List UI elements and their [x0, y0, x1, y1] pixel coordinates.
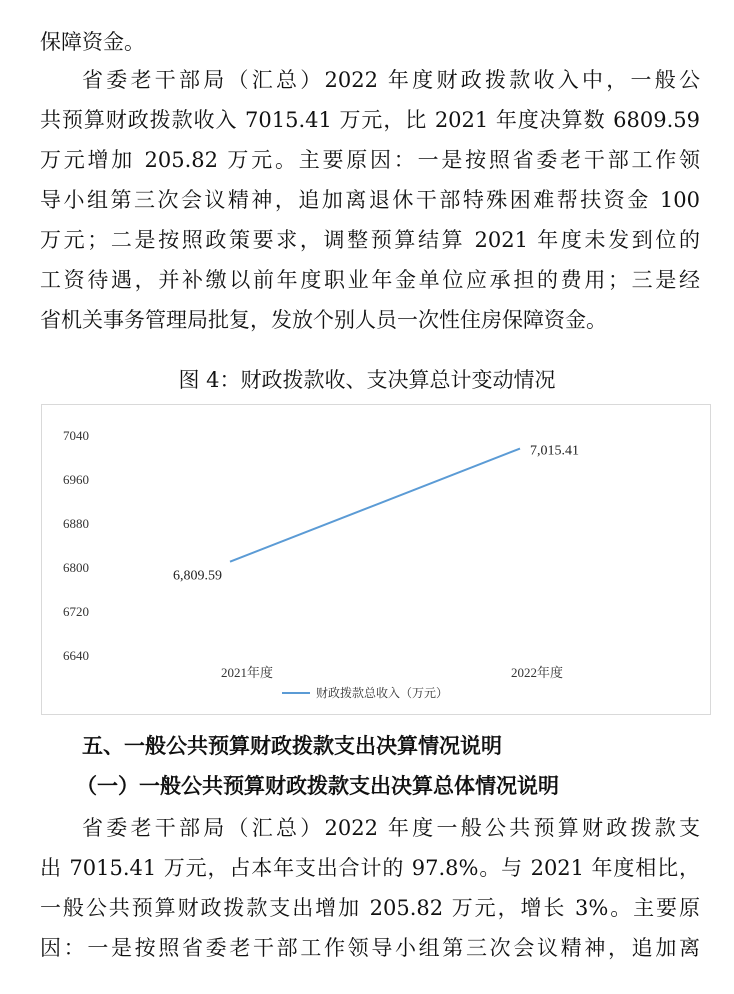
legend-label: 财政拨款总收入（万元） [316, 686, 449, 700]
y-tick-label: 6640 [63, 648, 89, 663]
body-text-line: 万元；二是按照政策要求，调整预算结算 2021 年度未发到位的 [40, 228, 700, 252]
y-tick-label: 6800 [63, 560, 89, 575]
y-tick-label: 6720 [63, 604, 89, 619]
body-text-line: 导小组第三次会议精神，追加离退休干部特殊困难帮扶资金 100 [40, 188, 700, 212]
section-heading: 五、一般公共预算财政拨款支出决算情况说明 [82, 734, 502, 758]
body-text-line: 保障资金。 [40, 30, 145, 54]
y-tick-label: 7040 [63, 428, 89, 443]
body-text-line: 工资待遇，并补缴以前年度职业年金单位应承担的费用；三是经 [40, 268, 700, 292]
body-text-line: 因：一是按照省委老干部工作领导小组第三次会议精神，追加离 [40, 936, 700, 960]
line-chart [41, 404, 711, 715]
y-tick-label: 6880 [63, 516, 89, 531]
series-line [230, 449, 520, 562]
chart-canvas [42, 405, 712, 716]
body-text-line: 省委老干部局（汇总）2022 年度财政拨款收入中，一般公 [82, 68, 700, 92]
body-text-line: 省委老干部局（汇总）2022 年度一般公共预算财政拨款支 [82, 816, 700, 840]
data-label: 7,015.41 [530, 443, 579, 459]
body-text-line: 万元增加 205.82 万元。主要原因：一是按照省委老干部工作领 [40, 148, 700, 172]
body-text-line: 出 7015.41 万元，占本年支出合计的 97.8%。与 2021 年度相比， [40, 856, 700, 880]
data-label: 6,809.59 [173, 568, 222, 584]
body-text-line: 省机关事务管理局批复，发放个别人员一次性住房保障资金。 [40, 308, 607, 332]
y-tick-label: 6960 [63, 472, 89, 487]
figure-caption: 图 4：财政拨款收、支决算总计变动情况 [178, 368, 556, 392]
x-tick-label: 2021年度 [220, 665, 274, 680]
x-tick-label: 2022年度 [510, 665, 564, 680]
body-text-line: 共预算财政拨款收入 7015.41 万元，比 2021 年度决算数 6809.59 [40, 108, 700, 132]
sub-section-heading: （一）一般公共预算财政拨款支出决算总体情况说明 [76, 774, 559, 798]
body-text-line: 一般公共预算财政拨款支出增加 205.82 万元，增长 3%。主要原 [40, 896, 700, 920]
